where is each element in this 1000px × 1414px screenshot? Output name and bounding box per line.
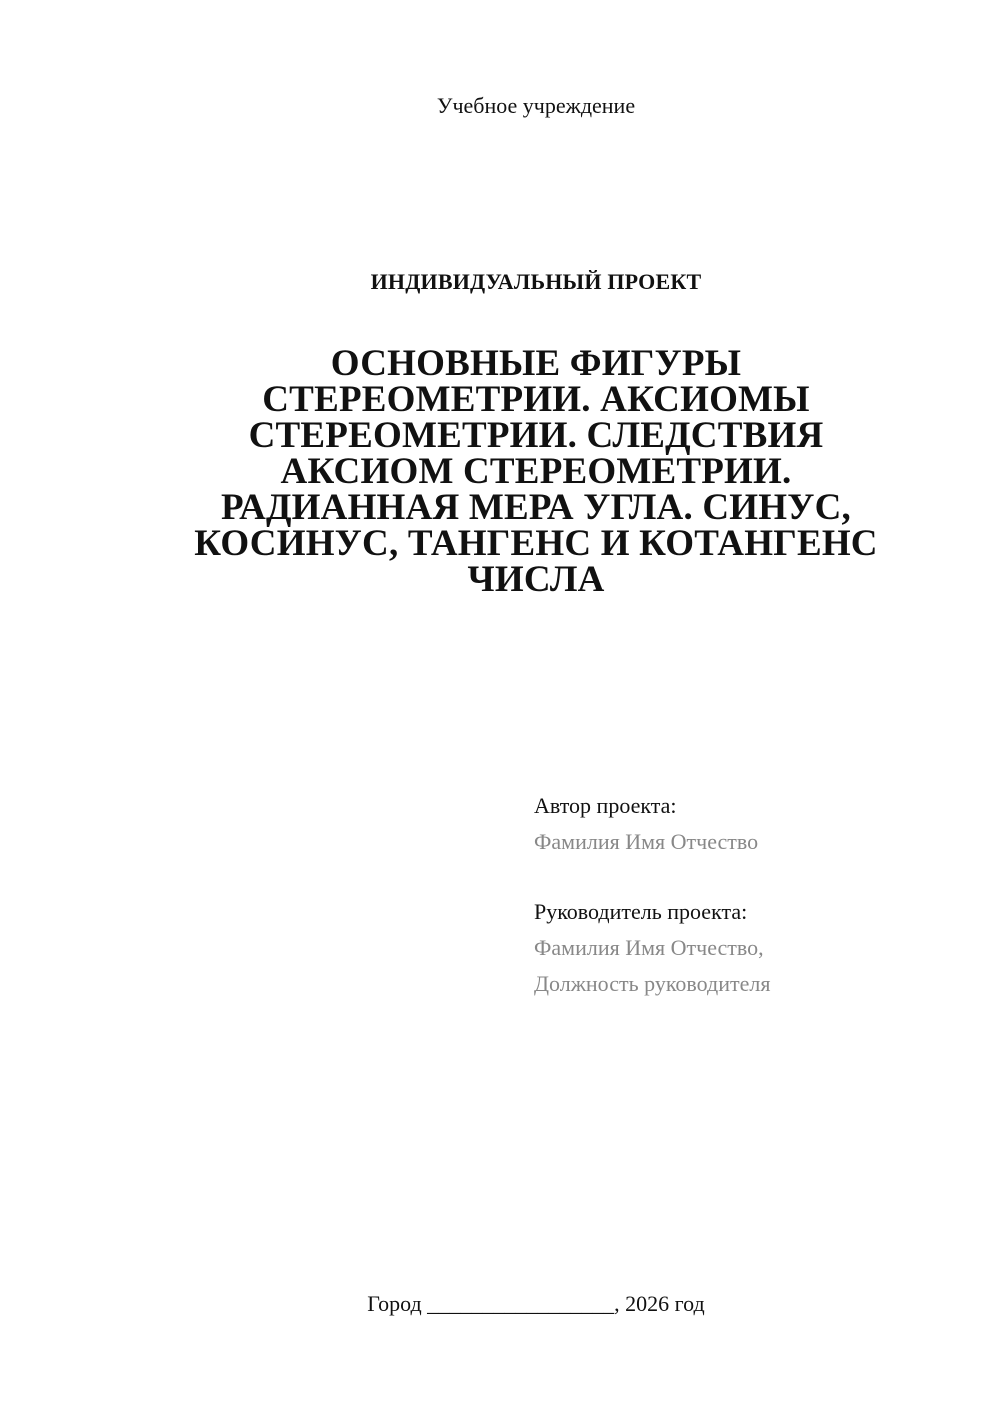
project-title-line: ОСНОВНЫЕ ФИГУРЫ <box>330 343 742 384</box>
project-title <box>150 343 922 600</box>
author-block <box>534 788 758 860</box>
author-name: Фамилия Имя Отчество <box>534 829 759 854</box>
supervisor-name: Фамилия Имя Отчество, <box>534 935 764 960</box>
supervisor-position: Должность руководителя <box>534 971 771 996</box>
project-title-line: КОСИНУС, ТАНГЕНС И КОТАНГЕНС <box>194 523 878 564</box>
institution-name: Учебное учреждение <box>436 93 636 118</box>
author-label: Автор проекта: <box>534 793 677 818</box>
supervisor-block <box>534 894 770 1002</box>
project-title-line: РАДИАННАЯ МЕРА УГЛА. СИНУС, <box>221 487 851 528</box>
project-type-heading: ИНДИВИДУАЛЬНЫЙ ПРОЕКТ <box>370 269 702 294</box>
project-title-line: СТЕРЕОМЕТРИИ. АКСИОМЫ <box>262 379 810 420</box>
supervisor-label: Руководитель проекта: <box>534 899 748 924</box>
project-title-line: ЧИСЛА <box>467 559 605 600</box>
project-title-line: СТЕРЕОМЕТРИИ. СЛЕДСТВИЯ <box>248 415 824 456</box>
project-title-line: АКСИОМ СТЕРЕОМЕТРИИ. <box>280 451 792 492</box>
city-year-line: Город _________________, 2026 год <box>367 1291 705 1316</box>
